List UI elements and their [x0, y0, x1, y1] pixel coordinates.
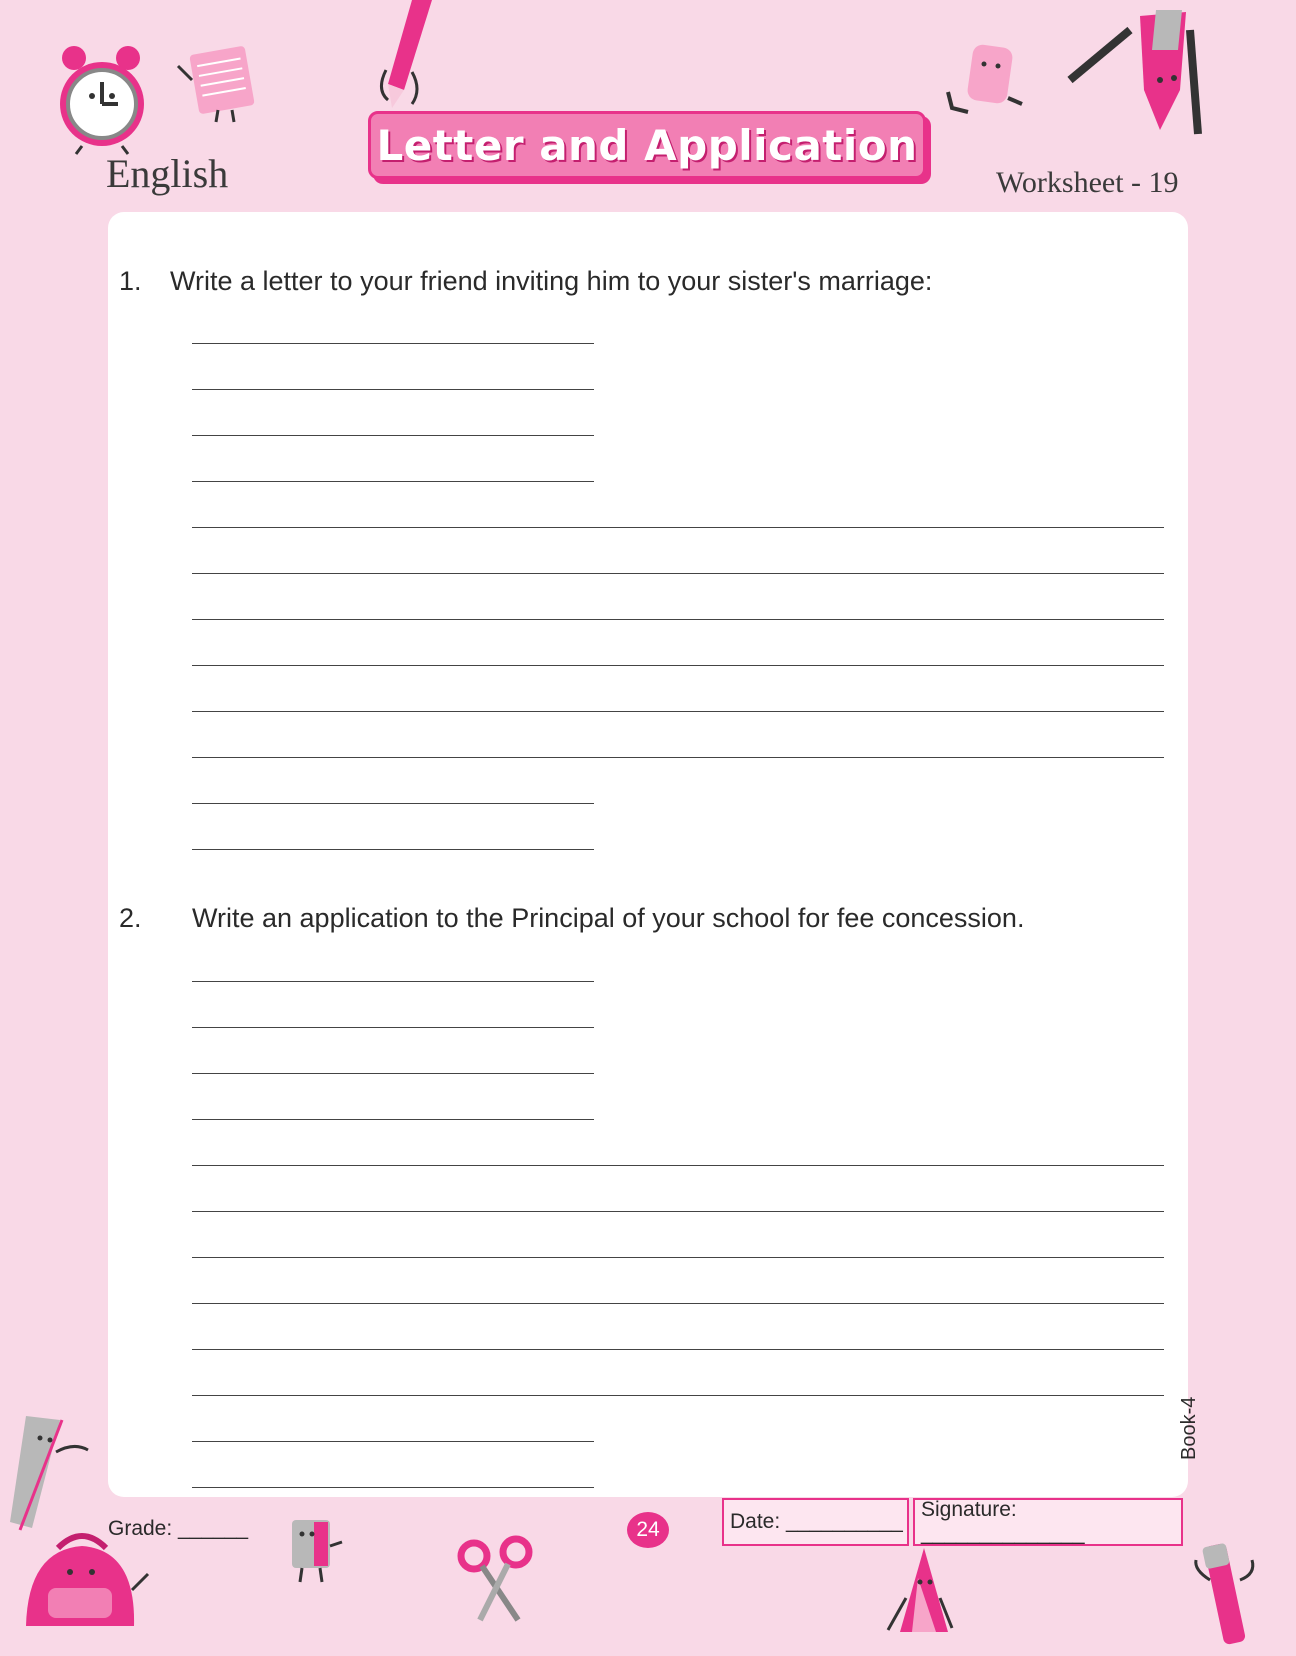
answer-line[interactable]: [192, 1349, 1164, 1350]
answer-line[interactable]: [192, 481, 594, 482]
answer-line[interactable]: [192, 849, 594, 850]
title-banner: [368, 111, 926, 179]
subject-label: English: [106, 151, 229, 196]
answer-line[interactable]: [192, 1211, 1164, 1212]
worksheet-number: Worksheet - 19: [996, 166, 1179, 199]
answer-line[interactable]: [192, 665, 1164, 666]
pen-icon: [1190, 1540, 1262, 1648]
answer-line[interactable]: [192, 343, 594, 344]
question-number: 2.: [119, 903, 142, 933]
answer-line[interactable]: [192, 1395, 1164, 1396]
ruler-icon: [10, 1412, 90, 1532]
answer-line[interactable]: [192, 527, 1164, 528]
backpack-icon: [18, 1530, 150, 1626]
alarm-clock-icon: [52, 44, 152, 154]
signature-field[interactable]: [913, 1498, 1183, 1546]
crayon-icon: [884, 1548, 954, 1634]
notepad-icon: [178, 44, 262, 124]
question-text: Write an application to the Principal of your school for fee concession.: [192, 903, 1025, 933]
answer-line[interactable]: [192, 803, 594, 804]
answer-line[interactable]: [192, 573, 1164, 574]
answer-line[interactable]: [192, 757, 1164, 758]
date-field[interactable]: [722, 1498, 909, 1546]
sharpener-icon: [284, 1516, 344, 1586]
question-number: 1.: [119, 266, 142, 296]
answer-line[interactable]: [192, 981, 594, 982]
answer-line[interactable]: [192, 1073, 594, 1074]
answer-line[interactable]: [192, 1441, 594, 1442]
compass-icon: [1070, 10, 1210, 140]
answer-line[interactable]: [192, 389, 594, 390]
signature-label: Signature: ______________: [921, 1498, 1085, 1545]
answer-line[interactable]: [192, 1487, 594, 1488]
page-title: Letter and Application: [376, 120, 918, 170]
pencil-icon: [382, 0, 442, 110]
answer-line[interactable]: [192, 1165, 1164, 1166]
answer-line[interactable]: [192, 435, 594, 436]
grade-field[interactable]: Grade: ______: [108, 1517, 249, 1540]
answer-line[interactable]: [192, 1119, 594, 1120]
scissors-icon: [456, 1536, 536, 1622]
answer-line[interactable]: [192, 1027, 594, 1028]
page-number: 24: [627, 1512, 669, 1548]
answer-line[interactable]: [192, 711, 1164, 712]
worksheet-body: [108, 212, 1188, 1497]
question-text: Write a letter to your friend inviting him to your sister's marriage:: [170, 266, 933, 296]
answer-line[interactable]: [192, 1303, 1164, 1304]
book-label: Book-4: [1178, 1396, 1200, 1460]
eraser-icon: [948, 42, 1028, 118]
date-label: Date: __________: [730, 1510, 903, 1533]
answer-line[interactable]: [192, 619, 1164, 620]
answer-line[interactable]: [192, 1257, 1164, 1258]
